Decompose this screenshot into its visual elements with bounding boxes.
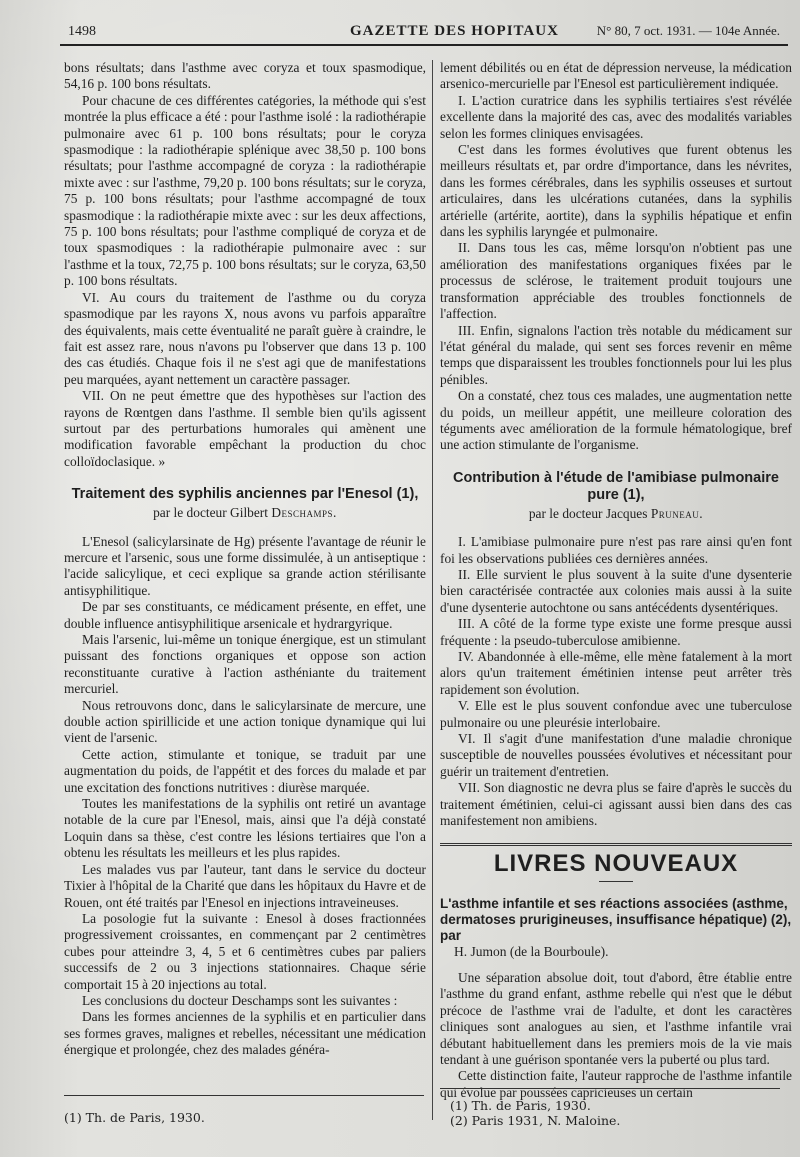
paragraph: II. Dans tous les cas, même lorsqu'on n'obtient pas une amélioration des manifestations organiques fixées par le processus de sclérose, le traitement produit toujours une transformation appréciable des troubles fonctionnels de l'affection.	[440, 240, 792, 322]
paragraph: Pour chacune de ces différentes catégories, la méthode qui s'est montrée la plus efficace a été : pour l'asthme isolé : la radiothérapie pulmonaire avec 61 p. 100 bons résultats; pour le coryza spasmodique : la radiothérapie splénique avec 38,50 p. 100 bons résultats; pour l'asthme accompagné de coryza : la radiothérapie mixte avec : sur l'asthme, 79,20 p. 100 bons résultats; sur le coryza, 75 p. 100 bons résultats; pour l'asthme accompagné de toux spasmodique : la radiothérapie mixte avec : sur les deux affections, 75 p. 100 bons résultats; pour l'asthme compliqué de coryza et de toux spasmodiques : la radiothérapie pulmonaire avec : sur l'asthme et la toux, 72,75 p. 100 bons résultats; sur le coryza, 63,50 p. 100 bons résultats.	[64, 92, 426, 289]
footnote: (2) Paris 1931, N. Maloine.	[450, 1113, 621, 1128]
left-column	[64, 60, 426, 1059]
footnote-rule	[64, 1095, 424, 1096]
paragraph: Les malades vus par l'auteur, tant dans le service du docteur Tixier à l'hôpital de la Charité que dans les hôpitaux du Havre et de Rouen, ont été traités par l'Enesol en injections intraveineuses.	[64, 861, 426, 910]
paragraph: II. Elle survient le plus souvent à la suite d'une dysenterie bien caractérisée contractée aux colonies mais aussi à la suite d'une dysenterie autochtone ou sans antécédents dysentériques.	[440, 566, 792, 615]
book-title: L'asthme infantile et ses réactions associées (asthme, dermatoses prurigineuses, insuffisance hépatique) (2), par	[440, 895, 792, 943]
paragraph: De par ses constituants, ce médicament présente, en effet, une double influence antisyphilitique arsenicale et hydrargyrique.	[64, 599, 426, 631]
book-author: H. Jumon (de la Bourboule).	[454, 943, 609, 959]
right-column	[440, 60, 792, 1101]
byline-text: par le docteur Gilbert	[153, 505, 268, 521]
page-header	[60, 18, 790, 42]
article-title: Traitement des syphilis anciennes par l'Enesol (1),	[71, 486, 419, 503]
article-byline	[440, 506, 792, 522]
paragraph: lement débilités ou en état de dépression nerveuse, la médication arsenico-mercurielle par l'Enesol est particulièrement indiquée.	[440, 60, 792, 92]
author-name: Pruneau.	[650, 505, 704, 521]
paragraph: Dans les formes anciennes de la syphilis et en particulier dans ses formes graves, malignes et rebelles, nécessitant une médication énergique et prolongée, chez des malades généra-	[64, 1009, 426, 1058]
paragraph: IV. Abandonnée à elle-même, elle mène fatalement à la mort alors qu'un traitement émétinien intense peut arrêter très rapidement son évolution.	[440, 649, 792, 697]
paragraph: Une séparation absolue doit, tout d'abord, être établie entre l'asthme du grand enfant, asthme rebelle qui n'est que le début précoce de l'asthme vrai de l'adulte, et dont les caractères cliniques sont analogues au sien, et l'asthme infantile vrai débutant habituellement dans les premiers mois de la vie mais tendant à une guérison spontanée vers la puberté ou plus tard.	[440, 969, 792, 1067]
paragraph: I. L'action curatrice dans les syphilis tertiaires s'est révélée excellente dans la majorité des cas, avec des modalités variables selon les formes cliniques envisagées.	[440, 92, 792, 141]
article-title: Contribution à l'étude de l'amibiase pulmonaire pure (1),	[453, 469, 779, 503]
journal-title: GAZETTE DES HOPITAUX	[350, 23, 559, 39]
article-byline	[64, 505, 426, 521]
paragraph: VII. On ne peut émettre que des hypothèses sur l'action des rayons de Rœntgen dans l'asthme. Il semble bien qu'ils agissent surtout par des perturbations humorales qui amènent une modification favorable empêchant la production du choc colloïdoclasique. »	[64, 388, 426, 469]
issue-info: N° 80, 7 oct. 1931. — 104e Année.	[596, 23, 780, 38]
section-rule	[440, 843, 792, 846]
paragraph: Cette action, stimulante et tonique, se traduit par une augmentation du poids, de l'appétit et des forces du malade et par une excitation des fonctions nutritives : diurèse marquée.	[64, 746, 426, 795]
paragraph: I. L'amibiase pulmonaire pure n'est pas rare ainsi qu'en font foi les observations publiées ces dernières années.	[440, 534, 792, 566]
paragraph: La posologie fut la suivante : Enesol à doses fractionnées progressivement croissantes, en commençant par 2 centimètres cubes pour atteindre 3, 4, 5 et 6 centimètres cubes par paliers successifs de 2 ou 3 injections stationnaires. Chaque série comportait 15 à 20 injections au total.	[64, 910, 426, 992]
section-heading: LIVRES NOUVEAUX	[493, 850, 739, 878]
footnotes	[450, 1098, 790, 1128]
paragraph: VII. Son diagnostic ne devra plus se faire d'après le succès du traitement émétinien, celui-ci agissant aussi bien dans des cas manifestement non amibiens.	[440, 780, 792, 829]
page-number: 1498	[68, 24, 96, 39]
paragraph: On a constaté, chez tous ces malades, une augmentation nette du poids, un meilleur appétit, une meilleure coloration des téguments avec amélioration de la formule hématologique, bref une action stimulante de l'organisme.	[440, 388, 792, 453]
paragraph: Mais l'arsenic, lui-même un tonique énergique, est un stimulant puissant des fonctions organiques et oppose son action reconstituante curative à l'action asthéniante du traitement mercuriel.	[64, 632, 426, 697]
paragraph: bons résultats; dans l'asthme avec coryza et toux spasmodique, 54,16 p. 100 bons résultats.	[64, 60, 426, 92]
footnote: (1) Th. de Paris, 1930.	[64, 1110, 205, 1125]
paragraph: V. Elle est le plus souvent confondue avec une tuberculose pulmonaire ou une pleurésie interlobaire.	[440, 698, 792, 730]
paragraph: Nous retrouvons donc, dans le salicylarsinate de mercure, une double action spirillicide et une action tonique dynamique qui lui vient de l'arsenic.	[64, 697, 426, 746]
paragraph: VI. Au cours du traitement de l'asthme ou du coryza spasmodique par les rayons X, nous avons vu parfois apparaître des équivalents, mais cette éventualité ne paraît guère à craindre, le fait est assez rare, nous n'avons pu l'observer que dans 13 p. 100 des cas étudiés. Chaque fois il ne s'est agi que de manifestations peu marquées, ayant nettement un caractère passager.	[64, 289, 426, 387]
paragraph: Toutes les manifestations de la syphilis ont retiré un avantage notable de la cure par l'Enesol, mais, ainsi que l'a déjà constaté Loquin dans sa thèse, c'est contre les lésions tertiaires que l'on a obtenu les résultats les meilleurs et les plus rapides.	[64, 796, 426, 861]
header-rule	[60, 44, 788, 46]
footnote: (1) Th. de Paris, 1930.	[450, 1098, 591, 1113]
paragraph: III. Enfin, signalons l'action très notable du médicament sur l'état général du malade, qui sent ses forces revenir en même temps que disparaissent les troubles fonctionnels pour lui les plus pénibles.	[440, 322, 792, 387]
byline-text: par le docteur Jacques	[528, 505, 648, 521]
paragraph: L'Enesol (salicylarsinate de Hg) présente l'avantage de réunir le mercure et l'arsenic, sous une forme dissimulée, à un antiseptique : l'acide salicylique, et ceci explique sa grande action stérilisante antisyphilitique.	[64, 533, 426, 598]
footnote-rule	[440, 1088, 780, 1089]
short-rule	[599, 881, 633, 882]
paragraph: Cette distinction faite, l'auteur rapproche de l'asthme infantile qui évolue par poussées capricieuses un certain	[440, 1068, 792, 1100]
paragraph: III. A côté de la forme type existe une forme presque aussi fréquente : la pseudo-tuberculose amibienne.	[440, 616, 792, 648]
author-name: Deschamps.	[271, 505, 337, 521]
paragraph: VI. Il s'agit d'une manifestation d'une maladie chronique susceptible de nouvelles poussées évolutives et nécessitant pour guérir un traitement d'entretien.	[440, 731, 792, 779]
column-divider	[432, 60, 433, 1120]
paragraph: Les conclusions du docteur Deschamps sont les suivantes :	[82, 992, 398, 1008]
paragraph: C'est dans les formes évolutives que furent obtenus les meilleurs résultats et, par ordre d'importance, dans les névrites, dans les formes cérébrales, dans les syphilis osseuses et surtout articulaires, dans les ulcérations cutanées, dans la syphilis artérielle (artérite, aortite), dans la syphilis hépatique et enfin dans les syphilis laryngée et pulmonaire.	[440, 142, 792, 240]
